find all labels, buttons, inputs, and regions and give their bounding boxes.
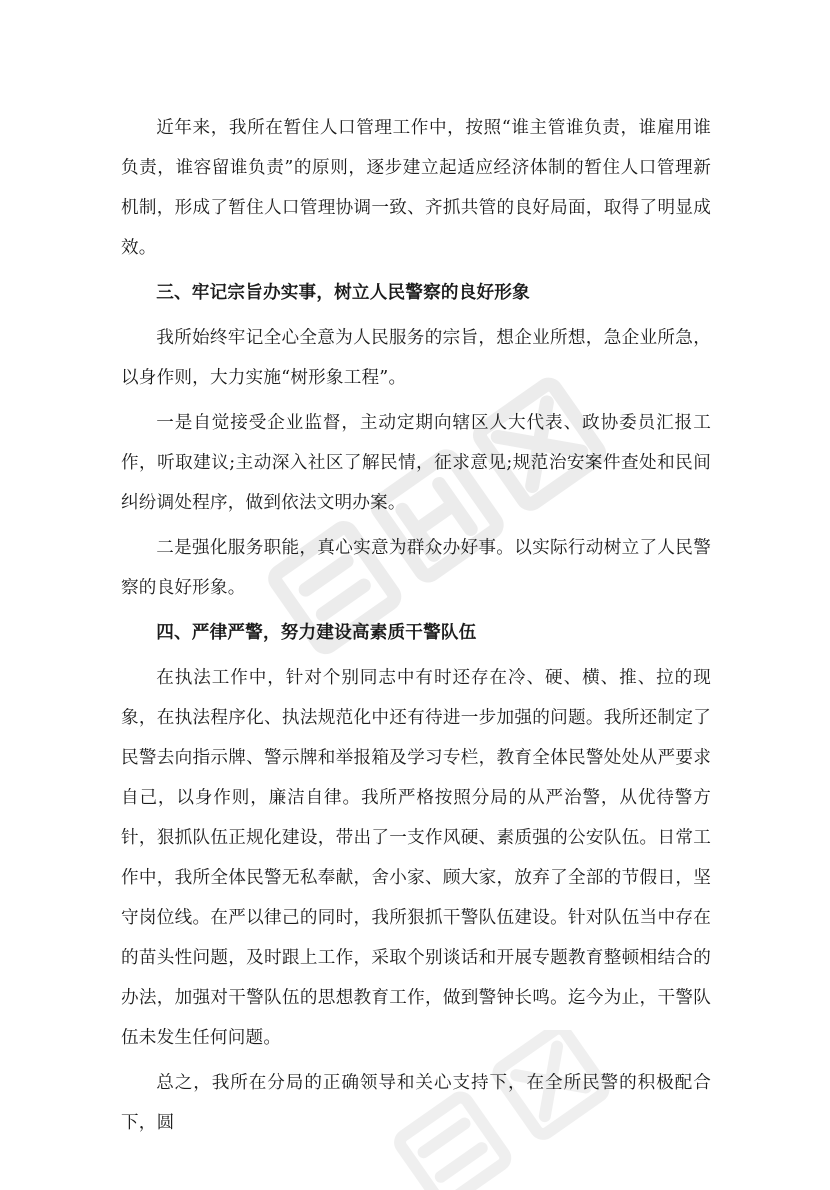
document-body (121, 108, 711, 1143)
paragraph-conclusion: 总之，我所在分局的正确领导和关心支持下，在全所民警的积极配合下，圆 (121, 1073, 711, 1133)
paragraph-supervision: 一是自觉接受企业监督，主动定期向辖区人大代表、政协委员汇报工作，听取建议;主动深入社区了解民情，征求意见;规范治安案件查处和民间纠纷调处程序，做到依法文明办案。 (121, 413, 711, 513)
section-heading-four: 四、严律严警，努力建设高素质干警队伍 (156, 622, 477, 643)
paragraph-service-function: 二是强化服务职能，真心实意为群众办好事。以实际行动树立了人民警察的良好形象。 (121, 538, 711, 598)
paragraph-service-purpose: 我所始终牢记全心全意为人民服务的宗旨，想企业所想，急企业所急，以身作则，大力实施“树形象工程”。 (121, 328, 711, 388)
paragraph-law-enforcement: 在执法工作中，针对个别同志中有时还存在冷、硬、横、推、拉的现象，在执法程序化、执法规范化中还有待进一步加强的问题。我所还制定了民警去向指示牌、警示牌和举报箱及学习专栏，教育全体民警处处从严要求自己，以身作则，廉洁自律。我所严格按照分局的从严治警，从优待警方针，狠抓队伍正规化建设，带出了一支作风硬、素质强的公安队伍。日常工作中，我所全体民警无私奉献，舍小家、顾大家，放弃了全部的节假日，坚守岗位线。在严以律己的同时，我所狠抓干警队伍建设。针对队伍当中存在的苗头性问题，及时跟上工作，采取个别谈话和开展专题教育整顿相结合的办法，加强对干警队伍的思想教育工作，做到警钟长鸣。迄今为止，干警队伍未发生任何问题。 (121, 668, 711, 1048)
section-heading-three: 三、牢记宗旨办实事，树立人民警察的良好形象 (156, 282, 530, 303)
paragraph-temporary-population: 近年来，我所在暂住人口管理工作中，按照“谁主管谁负责，谁雇用谁负责，谁容留谁负责”的原则，逐步建立起适应经济体制的暂住人口管理新机制，形成了暂住人口管理协调一致、齐抓共管的良好局面，取得了明显成效。 (121, 118, 711, 258)
